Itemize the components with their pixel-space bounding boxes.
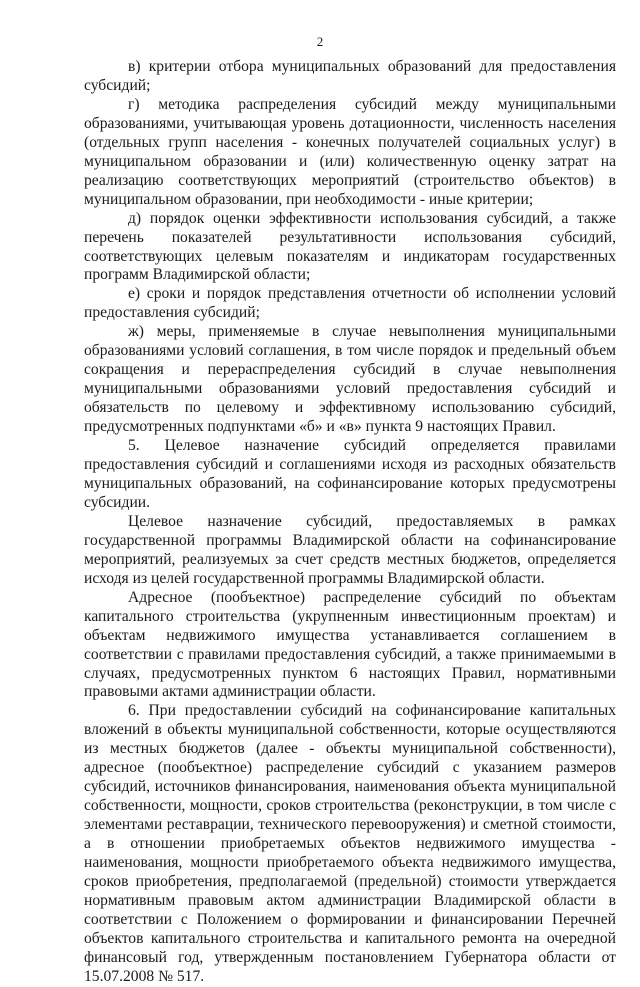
paragraph-subclause-g: г) методика распределения субсидий между муниципальными образованиями, учитывающая уровень дотационности, численность населения (отдельных групп населения - конечных получателей социальных услуг) в муниципальном образовании и (или) количественную оценку затрат на реализацию соответствующих мероприятий (строительство объектов) в муниципальном образовании, при необходимости - иные критерии; xyxy=(84,95,616,208)
paragraph-subclause-d: д) порядок оценки эффективности использования субсидий, а также перечень показателей результативности использования субсидий, соответствующих целевым показателям и индикаторам государственных программ Владимирской области; xyxy=(84,209,616,284)
paragraph-target-purpose: Целевое назначение субсидий, предоставляемых в рамках государственной программы Владимирской области на софинансирование мероприятий, реализуемых за счет средств местных бюджетов, определяется исходя из целей государственной программы Владимирской области. xyxy=(84,512,616,587)
page-number: 2 xyxy=(316,34,324,49)
paragraph-address-distribution: Адресное (пообъектное) распределение субсидий по объектам капитального строительства (укрупненным инвестиционным проектам) и объектам недвижимого имущества устанавливается соглашением в соответствии с правилами предоставления субсидий, а также принимаемыми в случаях, предусмотренных пунктом 6 настоящих Правил, нормативными правовыми актами администрации области. xyxy=(84,588,616,701)
paragraph-clause-6: 6. При предоставлении субсидий на софинансирование капитальных вложений в объекты муниципальной собственности, которые осуществляются из местных бюджетов (далее - объекты муниципальной собственности), адресное (пообъектное) распределение субсидий с указанием размеров субсидий, источников финансирования, наименования объекта муниципальной собственности, мощности, сроков строительства (реконструкции, в том числе с элементами реставрации, технического перевооружения) и сметной стоимости, а в отношении приобретаемых объектов недвижимого имущества - наименования, мощности приобретаемого объекта недвижимого имущества, сроков приобретения, предполагаемой (предельной) стоимости утверждается нормативным правовым актом администрации Владимирской области в соответствии с Положением о формировании и финансировании Перечней объектов капитального строительства и капитального ремонта на очередной финансовый год, утвержденным постановлением Губернатора области от 15.07.2008 № 517. xyxy=(84,702,616,985)
paragraph-subclause-zh: ж) меры, применяемые в случае невыполнения муниципальными образованиями условий соглашения, в том числе порядок и предельный объем сокращения и перераспределения субсидий в случае невыполнения муниципальными образованиями условий предоставления субсидий и обязательств по целевому и эффективному использованию субсидий, предусмотренных подпунктами «б» и «в» пункта 9 настоящих Правил. xyxy=(84,323,616,436)
paragraph-subclause-v: в) критерии отбора муниципальных образований для предоставления субсидий; xyxy=(84,58,616,94)
paragraph-subclause-e: е) сроки и порядок представления отчетности об исполнении условий предоставления субсидий; xyxy=(84,285,616,322)
document-body xyxy=(84,58,616,987)
paragraph-clause-5: 5. Целевое назначение субсидий определяется правилами предоставления субсидий и соглашениями исходя из расходных обязательств муниципальных образований, на софинансирование которых предусмотрены субсидии. xyxy=(84,437,616,511)
